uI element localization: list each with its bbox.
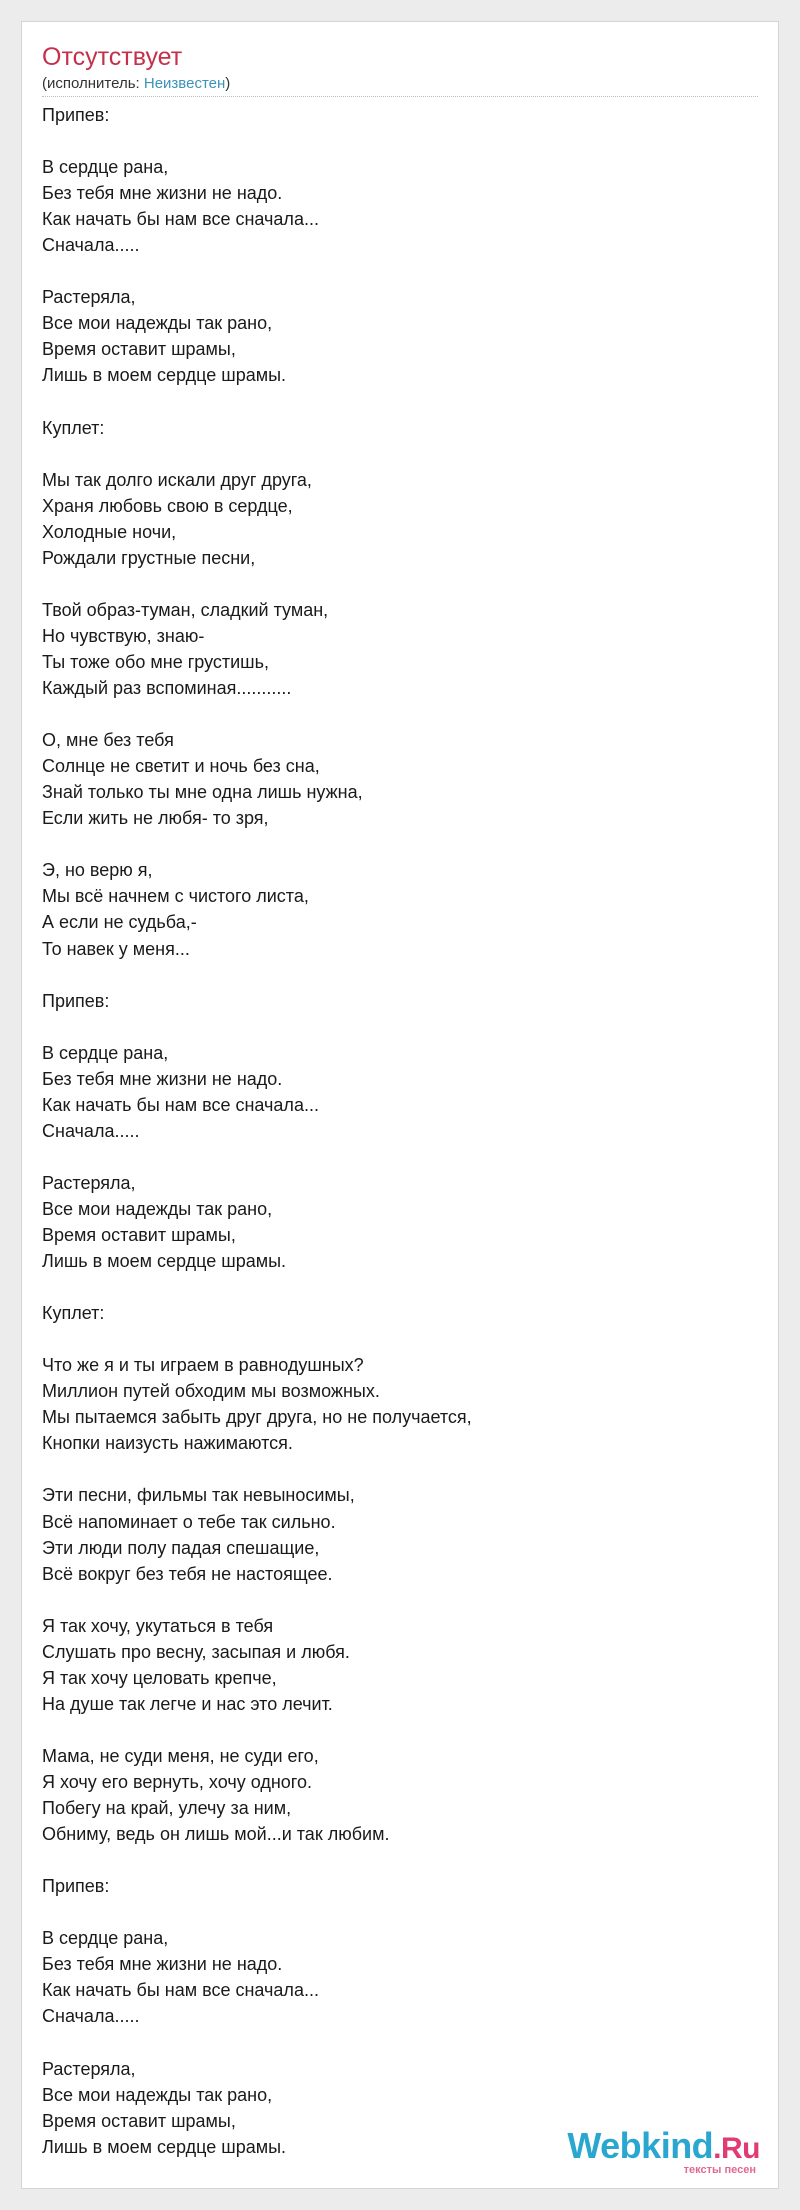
- lyric-line: Как начать бы нам все сначала...: [42, 1094, 319, 1115]
- lyric-line: Как начать бы нам все сначала...: [42, 1980, 319, 2001]
- logo-wordmark: [567, 2127, 760, 2168]
- logo-name: Webkind: [567, 2125, 714, 2166]
- title-divider: [42, 96, 758, 97]
- lyric-line: Слушать про весну, засыпая и любя.: [42, 1641, 350, 1662]
- lyric-line: Куплет:: [42, 1303, 105, 1324]
- lyric-line: Каждый раз вспоминая...........: [42, 678, 292, 699]
- lyric-line: Эти песни, фильмы так невыносимы,: [42, 1485, 355, 1506]
- lyric-line: Обниму, ведь он лишь мой...и так любим.: [42, 1824, 390, 1845]
- blank-line: [42, 1456, 742, 1482]
- lyric-line: В сердце рана,: [42, 1042, 169, 1063]
- lyric-line: Припев:: [42, 1876, 110, 1897]
- lyric-line: Мы так долго искали друг друга,: [42, 469, 312, 490]
- blank-line: [42, 701, 742, 727]
- lyric-line: Солнце не светит и ночь без сна,: [42, 756, 320, 777]
- lyric-line: Без тебя мне жизни не надо.: [42, 1954, 283, 1975]
- lyric-line: Все мои надежды так рано,: [42, 313, 273, 334]
- lyric-line: Знай только ты мне одна лишь нужна,: [42, 782, 363, 803]
- lyric-line: Куплет:: [42, 417, 105, 438]
- lyric-line: Я так хочу целовать крепче,: [42, 1667, 277, 1688]
- lyric-line: Лишь в моем сердце шрамы.: [42, 1251, 287, 1272]
- lyric-line: А если не судьба,-: [42, 912, 197, 933]
- lyric-line: Я так хочу, укутаться в тебя: [42, 1615, 274, 1636]
- blank-line: [42, 1326, 742, 1352]
- blank-line: [42, 1899, 742, 1925]
- lyric-line: Я хочу его вернуть, хочу одного.: [42, 1772, 312, 1792]
- lyrics-text: [42, 102, 742, 2160]
- logo-suffix: .Ru: [713, 2132, 760, 2165]
- lyric-line: Сначала.....: [42, 1120, 140, 1141]
- lyric-line: Растеряла,: [42, 287, 136, 308]
- lyric-line: Все мои надежды так рано,: [42, 1198, 273, 1219]
- lyric-line: Мы пытаемся забыть друг друга, но не получается,: [42, 1407, 472, 1428]
- blank-line: [42, 571, 742, 597]
- lyric-line: О, мне без тебя: [42, 730, 174, 751]
- lyric-line: Холодные ночи,: [42, 521, 177, 542]
- lyric-line: Эти люди полу падая спешащие,: [42, 1537, 320, 1558]
- site-logo[interactable]: [567, 2127, 760, 2176]
- lyric-line: Кнопки наизусть нажимаются.: [42, 1433, 293, 1454]
- blank-line: [42, 1014, 742, 1040]
- lyric-line: То навек у меня...: [42, 938, 190, 959]
- lyric-line: Лишь в моем сердце шрамы.: [42, 2136, 287, 2157]
- blank-line: [42, 1717, 742, 1743]
- lyric-line: В сердце рана,: [42, 1928, 169, 1949]
- lyric-line: Припев:: [42, 990, 110, 1011]
- lyric-line: Лишь в моем сердце шрамы.: [42, 365, 287, 386]
- blank-line: [42, 962, 742, 988]
- lyrics-card: [21, 21, 779, 2189]
- blank-line: [42, 128, 742, 154]
- blank-line: [42, 1144, 742, 1170]
- lyric-line: Ты тоже обо мне грустишь,: [42, 651, 269, 672]
- lyric-line: Как начать бы нам все сначала...: [42, 209, 319, 230]
- lyric-line: Время оставит шрамы,: [42, 2110, 236, 2131]
- lyric-line: Без тебя мне жизни не надо.: [42, 1068, 283, 1089]
- lyric-line: Всё напоминает о тебе так сильно.: [42, 1511, 336, 1532]
- lyric-line: Сначала.....: [42, 235, 140, 256]
- lyric-line: Всё вокруг без тебя не настоящее.: [42, 1563, 333, 1584]
- lyric-line: Припев:: [42, 105, 110, 125]
- logo-tagline: тексты песен: [683, 2164, 756, 2176]
- blank-line: [42, 258, 742, 284]
- artist-suffix: ): [225, 75, 231, 92]
- artist-link[interactable]: Неизвестен: [143, 75, 226, 92]
- lyric-line: Твой образ-туман, сладкий туман,: [42, 599, 329, 620]
- blank-line: [42, 831, 742, 857]
- lyric-line: В сердце рана,: [42, 157, 169, 178]
- lyric-line: Растеряла,: [42, 2058, 136, 2079]
- lyric-line: На душе так легче и нас это лечит.: [42, 1693, 333, 1714]
- blank-line: [42, 1587, 742, 1613]
- artist-line: [42, 74, 230, 94]
- lyric-line: Но чувствую, знаю-: [42, 625, 205, 646]
- song-title: Отсутствует: [42, 43, 183, 71]
- lyric-line: Растеряла,: [42, 1172, 136, 1193]
- lyric-line: Миллион путей обходим мы возможных.: [42, 1381, 380, 1402]
- lyric-line: Рождали грустные песни,: [42, 547, 256, 568]
- lyric-line: Э, но верю я,: [42, 860, 153, 881]
- lyric-line: Все мои надежды так рано,: [42, 2084, 273, 2105]
- lyric-line: Мы всё начнем с чистого листа,: [42, 886, 309, 907]
- lyric-line: Время оставит шрамы,: [42, 339, 236, 360]
- lyric-line: Побегу на край, улечу за ним,: [42, 1798, 292, 1819]
- lyric-line: Что же я и ты играем в равнодушных?: [42, 1355, 364, 1376]
- lyric-line: Без тебя мне жизни не надо.: [42, 183, 283, 204]
- lyric-line: Если жить не любя- то зря,: [42, 808, 269, 829]
- lyric-line: Время оставит шрамы,: [42, 1225, 236, 1246]
- blank-line: [42, 2029, 742, 2055]
- lyric-line: Храня любовь свою в сердце,: [42, 495, 293, 516]
- lyric-line: Сначала.....: [42, 2006, 140, 2027]
- blank-line: [42, 1847, 742, 1873]
- artist-prefix: (исполнитель:: [42, 75, 144, 92]
- blank-line: [42, 441, 742, 467]
- blank-line: [42, 389, 742, 415]
- lyric-line: Мама, не суди меня, не суди его,: [42, 1745, 319, 1766]
- blank-line: [42, 1274, 742, 1300]
